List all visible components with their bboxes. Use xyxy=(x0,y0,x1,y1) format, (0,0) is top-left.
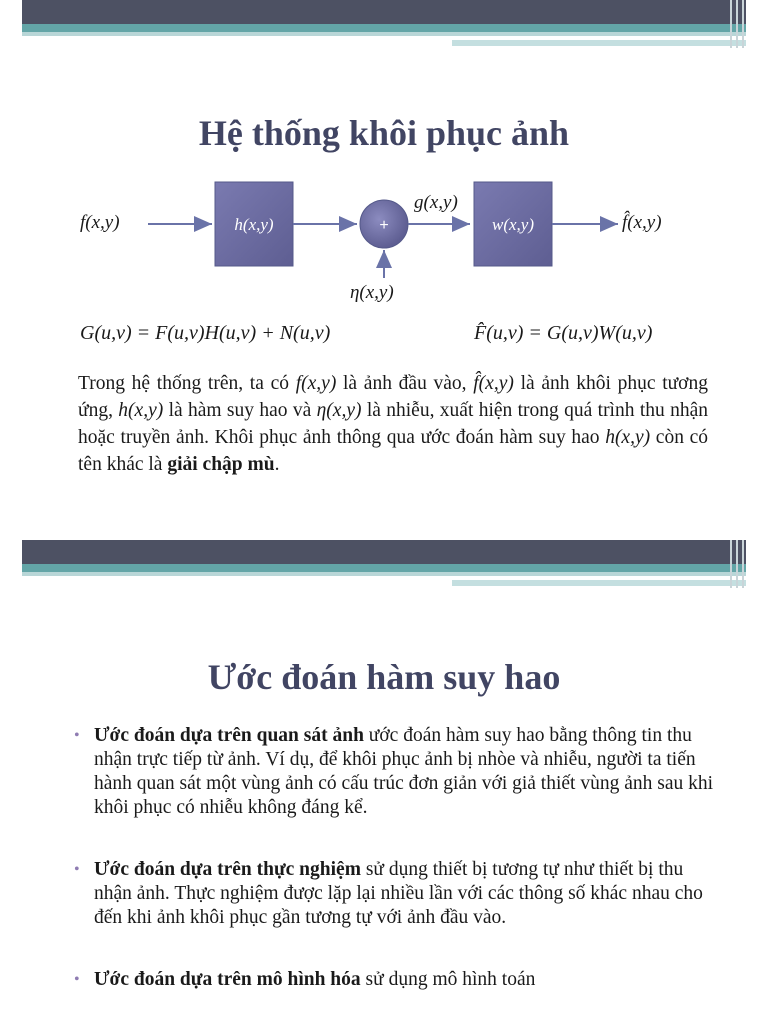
slide-header-bar xyxy=(0,540,768,600)
noise-label: η(x,y) xyxy=(350,282,394,303)
degradation-block-label: h(x,y) xyxy=(234,215,274,234)
bullet-icon: • xyxy=(74,861,80,878)
slide-title: Ước đoán hàm suy hao xyxy=(207,657,561,697)
degradation-equation: G(u,v) = F(u,v)H(u,v) + N(u,v) xyxy=(80,322,331,344)
slide-header-bar xyxy=(0,0,768,60)
list-item: • Ước đoán dựa trên quan sát ảnh ước đoán hàm suy hao bằng thông tin thu nhận trực tiếp từ ảnh. Ví dụ, để khôi phục ảnh bị nhòe và nhiễu, người ta tiến hành quan sát một vùng ảnh có cấu trúc đơn giản với giả thiết vùng ảnh sau khi khôi phục có nhiễu không đáng kể. xyxy=(74,725,714,818)
description-paragraph: Trong hệ thống trên, ta có f(x,y) là ảnh đầu vào, f̂(x,y) là ảnh khôi phục tương ứng, h(x,y) là hàm suy hao và η(x,y) là nhiễu, xuất hiện trong quá trình thu nhận hoặc truyền ảnh. Khôi phục ảnh thông qua ước đoán hàm suy hao h(x,y) còn có tên khác là giải chập mù. xyxy=(78,373,709,475)
restoration-filter-label: w(x,y) xyxy=(491,215,535,234)
slide-2 xyxy=(0,540,768,1024)
list-item: • Ước đoán dựa trên mô hình hóa sử dụng mô hình toán xyxy=(74,969,536,990)
input-signal-label: f(x,y) xyxy=(80,212,120,233)
degraded-signal-label: g(x,y) xyxy=(414,192,458,213)
blind-deconvolution-term: giải chập mù xyxy=(167,454,275,475)
restoration-block-diagram xyxy=(60,180,700,310)
adder-symbol: + xyxy=(379,217,389,234)
method-list xyxy=(74,724,714,1024)
bullet-icon: • xyxy=(74,727,80,744)
slide-title: Hệ thống khôi phục ảnh xyxy=(198,113,570,153)
output-signal-label: f̂(x,y) xyxy=(622,212,662,233)
restoration-equation: F̂(u,v) = G(u,v)W(u,v) xyxy=(474,322,653,344)
list-item: • Ước đoán dựa trên thực nghiệm sử dụng thiết bị tương tự như thiết bị thu nhận ảnh. Thực nghiệm được lặp lại nhiều lần với các thông số khác nhau cho đến khi ảnh khôi phục gần tương tự với ảnh đầu vào. xyxy=(74,859,703,928)
bullet-icon: • xyxy=(74,971,80,988)
